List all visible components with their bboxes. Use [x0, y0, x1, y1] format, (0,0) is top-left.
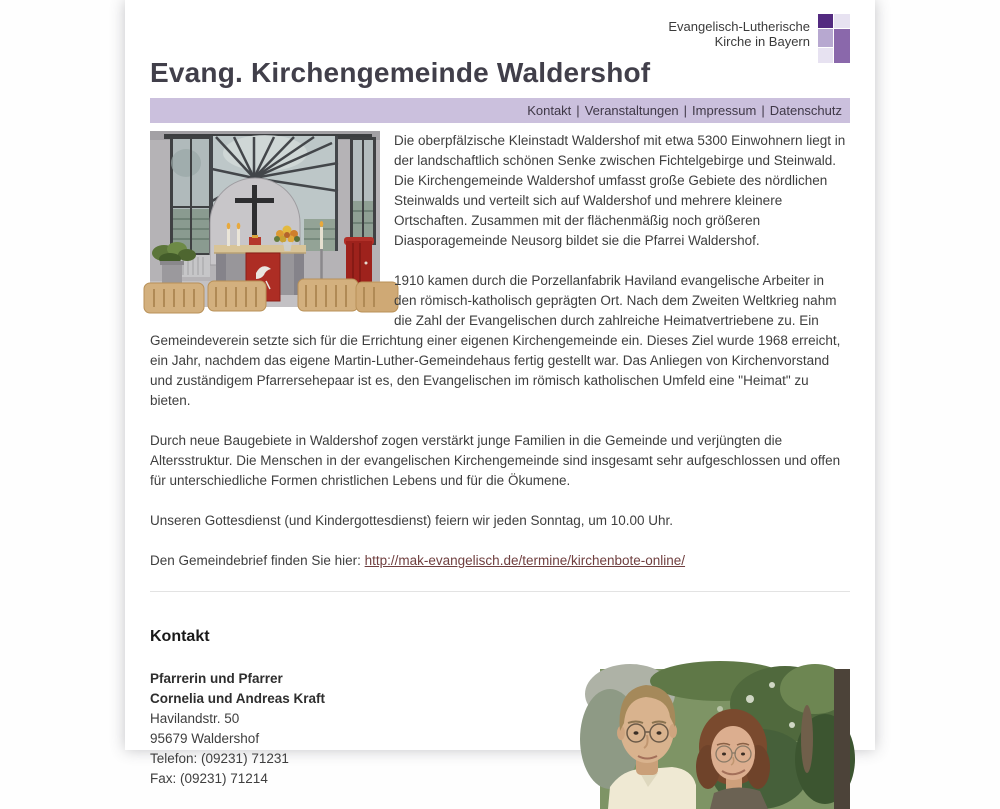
elkb-logo-icon: [818, 14, 850, 63]
logo-square-pale: [834, 14, 850, 28]
section-divider: [150, 591, 850, 592]
contact-names: Cornelia und Andreas Kraft: [150, 691, 326, 706]
intro-section: [150, 131, 850, 789]
contact-phone: Telefon: (09231) 71231: [150, 751, 289, 766]
header: [150, 0, 850, 98]
contact-heading: Kontakt: [150, 628, 210, 645]
intro-paragraph-1: Die oberpfälzische Kleinstadt Waldershof mit etwa 5300 Einwohnern liegt in der landschaftlich schönen Senke zwischen Fichtelgebirge und Steinwald. Die Kirchengemeinde Waldershof umfasst große Gebiete des nördlichen Steinwalds und verteilt sich auf Waldershof und mehrere kleinere Ortschaften. Zusammen mit der flächenmäßig noch größeren Diasporagemeinde Neusorg bildet sie die Pfarrei Waldershof.: [394, 133, 846, 248]
intro-paragraph-5: [150, 551, 850, 571]
main-navigation: [150, 98, 850, 123]
nav-item-kontakt[interactable]: Kontakt: [527, 103, 572, 118]
nav-item-veranstaltungen[interactable]: Veranstaltungen: [584, 103, 679, 118]
intro-paragraph-2: 1910 kamen durch die Porzellanfabrik Haviland evangelische Arbeiter in den römisch-katholisch geprägten Ort. Nach dem Zweiten Weltkrieg nahm die Zahl der Evangelischen durch zahlreiche Heimatvertriebene zu. Ein Gemeindeverein setzte sich für die Errichtung einer eigenen Kirchengemeinde ein. Dieses Ziel wurde 1968 erreicht, ein Jahr, nachdem das eigene Martin-Luther-Gemeindehaus fertig gestellt war. Das Anliegen von Kirchenvorstand und zuständigem Pfarrersehepaar ist es, den Evangelischen im römisch katholischen Umfeld eine "Heimat" zu bieten.: [150, 273, 841, 408]
logo-bar-mid: [834, 29, 850, 63]
elkb-brand-text: [668, 14, 810, 49]
contact-fax: Fax: (09231) 71214: [150, 771, 268, 786]
page: [125, 0, 875, 786]
nav-separator: |: [683, 103, 688, 118]
intro-paragraph-3: Durch neue Baugebiete in Waldershof zogen verstärkt junge Familien in die Gemeinde und verjüngten die Altersstruktur. Die Menschen in der evangelischen Kirchengemeinde sind insgesamt sehr aufgeschlossen und offen für unterschiedliche Formen christlichen Lebens und für die Ökumene.: [150, 433, 841, 488]
contact-city: 95679 Waldershof: [150, 731, 260, 746]
logo-square-pale2: [818, 48, 833, 63]
pastors-photo: [600, 669, 850, 809]
contact-section: [150, 669, 850, 789]
nav-item-impressum[interactable]: Impressum: [692, 103, 757, 118]
contact-street: Havilandstr. 50: [150, 711, 240, 726]
gemeindebrief-text: Den Gemeindebrief finden Sie hier:: [150, 553, 365, 568]
nav-separator: |: [761, 103, 765, 118]
elkb-brand-line2: Kirche in Bayern: [714, 34, 810, 49]
elkb-brand[interactable]: [668, 14, 850, 63]
gemeindebrief-link[interactable]: http://mak-evangelisch.de/termine/kirchenbote-online/: [364, 553, 686, 568]
intro-paragraph-4: Unseren Gottesdienst (und Kindergottesdienst) feiern wir jeden Sonntag, um 10.00 Uhr.: [150, 513, 674, 528]
page-title: Evang. Kirchengemeinde Waldershof: [150, 57, 651, 88]
elkb-brand-line1: Evangelisch-Lutherische: [668, 19, 810, 34]
nav-item-datenschutz[interactable]: Datenschutz: [769, 103, 842, 118]
nav-separator: |: [576, 103, 580, 118]
logo-square-light: [818, 29, 833, 47]
contact-role: Pfarrerin und Pfarrer: [150, 671, 283, 686]
logo-square-dark: [818, 14, 833, 28]
church-altar-photo: [150, 131, 380, 307]
